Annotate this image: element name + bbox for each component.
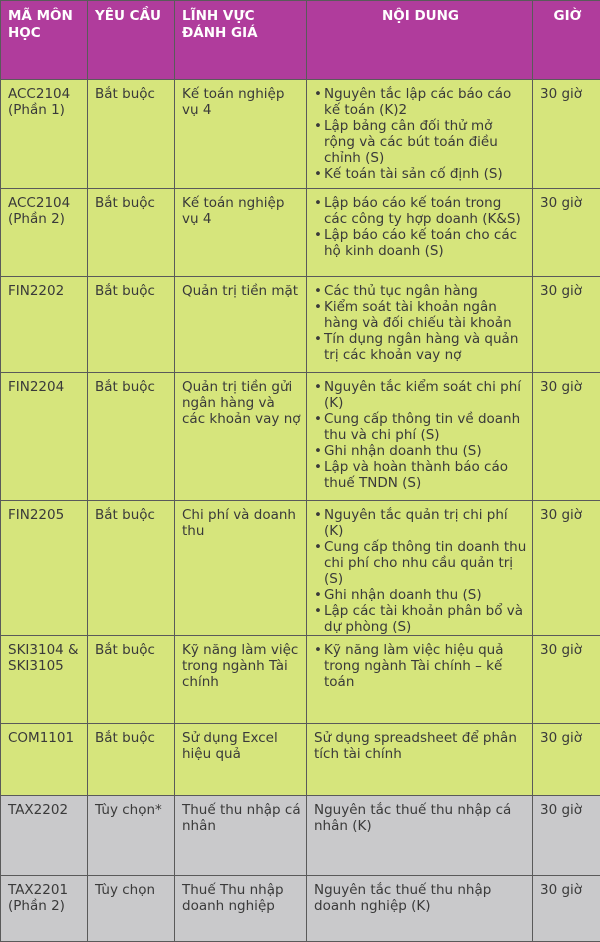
header-hours: GIỜ [533, 1, 600, 80]
course-content [307, 373, 533, 501]
course-requirement: Tùy chọn [88, 876, 175, 942]
course-field: Quản trị tiền gửi ngân hàng và các khoản vay nợ [175, 373, 307, 501]
content-bullet: • Kiểm soát tài khoản ngân hàng và đối chiếu tài khoản [314, 299, 527, 331]
content-bullet: • Nguyên tắc kiểm soát chi phí (K) [314, 379, 527, 411]
content-bullet: • Ghi nhận doanh thu (S) [314, 443, 527, 459]
course-requirement: Bắt buộc [88, 724, 175, 796]
course-code: ACC2104 (Phần 1) [1, 80, 88, 189]
course-content [307, 277, 533, 373]
table-row [1, 80, 600, 189]
content-bullet: • Kỹ năng làm việc hiệu quả trong ngành Tài chính – kế toán [314, 642, 527, 690]
course-hours: 30 giờ [533, 724, 600, 796]
course-hours: 30 giờ [533, 277, 600, 373]
course-requirement: Tùy chọn* [88, 796, 175, 876]
course-field: Chi phí và doanh thu [175, 501, 307, 636]
course-requirement: Bắt buộc [88, 373, 175, 501]
course-requirement: Bắt buộc [88, 80, 175, 189]
header-row [1, 1, 600, 80]
content-bullet: • Nguyên tắc lập các báo cáo kế toán (K)2 [314, 86, 527, 118]
course-code: ACC2104 (Phần 2) [1, 189, 88, 277]
course-content [307, 636, 533, 724]
content-bullet: • Lập bảng cân đối thử mở rộng và các bút toán điều chỉnh (S) [314, 118, 527, 166]
course-hours: 30 giờ [533, 189, 600, 277]
table-row [1, 277, 600, 373]
content-bullet: • Lập báo cáo kế toán trong các công ty hợp doanh (K&S) [314, 195, 527, 227]
table-row [1, 373, 600, 501]
table-row [1, 189, 600, 277]
course-content: Nguyên tắc thuế thu nhập doanh nghiệp (K) [307, 876, 533, 942]
course-content [307, 189, 533, 277]
content-bullet: • Lập và hoàn thành báo cáo thuế TNDN (S) [314, 459, 527, 491]
course-content [307, 501, 533, 636]
content-bullet: • Lập các tài khoản phân bổ và dự phòng (S) [314, 603, 527, 635]
header-code: MÃ MÔN HỌC [1, 1, 88, 80]
course-content [307, 80, 533, 189]
content-bullet: • Kế toán tài sản cố định (S) [314, 166, 527, 182]
course-hours: 30 giờ [533, 636, 600, 724]
content-bullet: • Tín dụng ngân hàng và quản trị các khoản vay nợ [314, 331, 527, 363]
course-hours: 30 giờ [533, 501, 600, 636]
course-requirement: Bắt buộc [88, 636, 175, 724]
course-field: Sử dụng Excel hiệu quả [175, 724, 307, 796]
table-row [1, 876, 600, 942]
course-hours: 30 giờ [533, 373, 600, 501]
course-code: FIN2205 [1, 501, 88, 636]
course-code: TAX2201 (Phần 2) [1, 876, 88, 942]
table-row [1, 636, 600, 724]
course-content: Sử dụng spreadsheet để phân tích tài chính [307, 724, 533, 796]
course-hours: 30 giờ [533, 80, 600, 189]
course-field: Kỹ năng làm việc trong ngành Tài chính [175, 636, 307, 724]
course-requirement: Bắt buộc [88, 501, 175, 636]
header-requirement: YÊU CẦU [88, 1, 175, 80]
course-field: Kế toán nghiệp vụ 4 [175, 80, 307, 189]
content-bullet: • Lập báo cáo kế toán cho các hộ kinh doanh (S) [314, 227, 527, 259]
course-code: FIN2202 [1, 277, 88, 373]
header-content: NỘI DUNG [307, 1, 533, 80]
course-hours: 30 giờ [533, 876, 600, 942]
course-code: SKI3104 & SKI3105 [1, 636, 88, 724]
header-field: LĨNH VỰC ĐÁNH GIÁ [175, 1, 307, 80]
course-requirement: Bắt buộc [88, 189, 175, 277]
table-row [1, 724, 600, 796]
course-field: Thuế thu nhập cá nhân [175, 796, 307, 876]
content-bullet: • Cung cấp thông tin về doanh thu và chi phí (S) [314, 411, 527, 443]
content-bullet: • Các thủ tục ngân hàng [314, 283, 527, 299]
course-field: Kế toán nghiệp vụ 4 [175, 189, 307, 277]
course-code: TAX2202 [1, 796, 88, 876]
course-content: Nguyên tắc thuế thu nhập cá nhân (K) [307, 796, 533, 876]
content-bullet: • Cung cấp thông tin doanh thu chi phí cho nhu cầu quản trị (S) [314, 539, 527, 587]
table-row [1, 501, 600, 636]
course-hours: 30 giờ [533, 796, 600, 876]
course-field: Quản trị tiền mặt [175, 277, 307, 373]
course-code: FIN2204 [1, 373, 88, 501]
course-requirement: Bắt buộc [88, 277, 175, 373]
course-field: Thuế Thu nhập doanh nghiệp [175, 876, 307, 942]
content-bullet: • Ghi nhận doanh thu (S) [314, 587, 527, 603]
table-row [1, 796, 600, 876]
content-bullet: • Nguyên tắc quản trị chi phí (K) [314, 507, 527, 539]
course-code: COM1101 [1, 724, 88, 796]
